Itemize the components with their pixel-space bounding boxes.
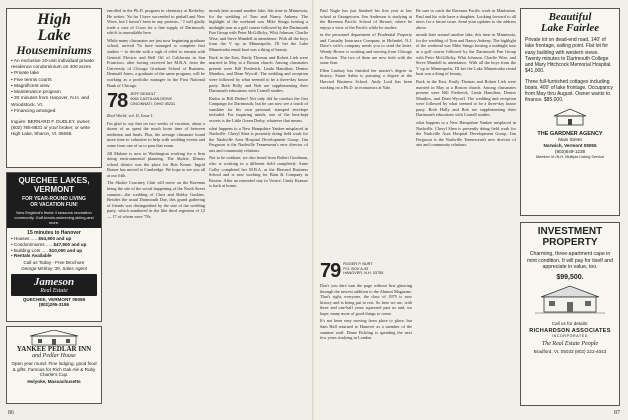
inn-icon <box>24 330 84 346</box>
investment-title-1: INVESTMENT <box>537 226 603 237</box>
house-illustration <box>525 108 615 131</box>
class-note: in the personnel department of Prudential Property and Casualty Insurance Company in Holmdel, N.J. Dave's wife's company needs you to send the letter. Wendy Bower is working and moving from Chicago to Boston. The two of them are now both with the same firm. <box>320 32 412 66</box>
inn-illustration <box>11 330 97 346</box>
lots-price: $10,000 and up <box>49 247 83 253</box>
fairlee-title-2: Lake Fairlee <box>540 22 600 34</box>
agency-street: Main Street <box>558 137 582 143</box>
right-col-2 <box>416 8 516 406</box>
year-1978-number: 78 <box>107 90 128 113</box>
fairlee-body: Private lot on dead-end road, 140' of lake frontage, sailing point. Flat lot for easy building with western views. Twenty minutes to Dartmouth College and Mary Hitchcock Memorial Hospital. $41,000. <box>525 37 612 75</box>
high-lake-title-2: Lake <box>37 27 71 44</box>
right-col-1 <box>320 8 412 258</box>
class-note: Real World, vol. II, Issue I. <box>107 113 154 119</box>
year-1979-secretary <box>343 262 383 276</box>
class-note: I'm glad to say that on two weeks of vacation, about a dozen of us spent the much loose time of between midterms and finals. Plus, the average classmate found more time to volunteer to help with wedding events and some from one of us to pass that exam. <box>107 120 205 148</box>
class-note: The Skokie Courtney Club will move on the Ravenna being the site of the social happening of the North Street summer—the wedding of Chris and Bobby Gaskins. Besides the usual Dartmouth Day, this grand gathering of friends was distinguished by the size of the wedding party, which numbered in the like third regiment of 12 — 17 of whom were '78s. <box>107 180 205 219</box>
class-note: Be sure to catch the Ravenna Pacific work in Manhattan. Paul and his wife have a daughter. Looking forward to all news for a future issue. Send your updates to the address above. <box>416 8 516 30</box>
secretary-name: ROGER P. BURT <box>343 262 373 266</box>
yankee-body: Open year round. Fine lodging, good food & gifts. Famous for Rich Oak Ale & Ruby Charlie's Cup. <box>11 361 97 378</box>
class-note: what happens to a New Hampshire Yankee misplaced in Nashville. Cheryl Shea is presently doing field work for the Nashville Area Hospital Development Group. Jim Ferguson is the Nashville Tennessean's new director of arts and community relations. <box>416 119 516 148</box>
company-address: Bradford, Vt. 05033 (802) 222-4043 <box>533 348 607 354</box>
high-lake-inquire: Inquire: BERNARD F. DUDLEY, owner; (802) 785-8831 or your broker; or write High Lake, Sharon, Vt. 05065. <box>11 119 91 136</box>
page-number-right: 87 <box>614 410 620 416</box>
class-note: Back in the East, Emily Thomas and Robert Lieb were married in May at a Boston church. Among classmates present were Bill Frederick, Linda Hamilton, Denise Manthos, and Dean Wycoff. The wedding and reception were followed by what seemed to be a three-day house party. Both Holly and Bob are supplementing their Dartmouth educations with Cornell studies. <box>416 78 516 118</box>
left-col-middle <box>107 8 205 406</box>
bullet: ▪ Private lake <box>11 71 40 77</box>
company-sub: INCORPORATED <box>552 334 588 339</box>
quechee-call: Call us Today - Free Brochure <box>23 260 85 266</box>
left-col-right <box>209 8 308 406</box>
jameson-sub: Real Estate <box>40 287 68 294</box>
yankee-pedlar-ad <box>6 326 102 404</box>
bullet: ▪ 30 minutes from Hanover, N.H. and Woodstock, Vt. <box>11 96 90 108</box>
yankee-title: YANKEE PEDLAR INN <box>16 345 92 353</box>
quechee-sub-2: OR VACATION FUN! <box>30 202 78 208</box>
quechee-pricing <box>7 228 101 274</box>
bullet: ▪ Maintenance program <box>11 90 61 96</box>
class-note: Jill Malone is now in Washington working for a firm doing environmental planning. The Skokie, Illinois school district was the place for Bob Keane. Ingrid Brauer has moved to Cambridge. We hope to see you all at our fifth. <box>107 150 205 178</box>
high-lake-title-3: Houseminiums <box>16 43 92 57</box>
class-note: month later around another lake, this time in Minnesota, for the wedding of Tom and Nancy Ankeny. The highlight of the weekend was Mike Stingo hosting a midnight tour at a golf course followed by the Dartmouth Fun Group with Peter McGillicky, Whit Johnson, Charlie Wise, and Steve Mundell in attendance. With all the boys from the V up in Minneapolis, I'll bet the Lake Minnetonka rental boat was a thing of beauty. <box>416 32 516 77</box>
jameson-address: QUECHEE, VERMONT 05059 <box>22 296 86 302</box>
quechee-sub-1: FOR YEAR-ROUND LIVING <box>22 196 86 202</box>
class-note: month later around another lake, this time in Minnesota, for the wedding of Tom and Nancy Ankeny. The highlight of the weekend was Mike Stingo hosting a midnight tour at a golf course followed by the Dartmouth Fun Group with Peter McGillicky, Whit Johnson, Charlie Wise, and Steve Mundell in attendance. With all the boys from the V up in Minneapolis, I'll bet the Lake Minnetonka rental boat was a thing of beauty. <box>209 8 308 53</box>
quechee-title-1: QUECHEE LAKES, <box>18 176 90 185</box>
fairlee-body-2: Three full-furnished cottages including boats, 400' of lake frontage. Occupancy from May thru August. Owner wants to finance. $85,000. <box>525 78 613 104</box>
quechee-ad <box>6 172 102 322</box>
condo-label: • Condominiums ..... <box>11 241 54 247</box>
year-1978-secretary <box>130 92 175 106</box>
high-lake-ad <box>6 8 102 168</box>
high-lake-bullets <box>11 59 97 115</box>
investment-price: $99,500. <box>556 273 584 281</box>
class-note: what happens to a New Hampshire Yankee misplaced in Nashville. Cheryl Shea is presently doing field work for the Nashville Area Hospital Development Group. Jim Ferguson is the Nashville Tennessean's new director of arts and community relations. <box>209 125 308 153</box>
class-note: It's not been easy moving from place to place, but Sam Hall returned to Hanover as a member of the summer staff. Diane Fickling is spending the next few years studying in London. <box>320 318 412 341</box>
investment-property-ad <box>520 222 620 406</box>
lots-label: • Building Lots ..... <box>11 247 50 253</box>
bullet: ▪ Magnificent view <box>11 83 50 89</box>
secretary-street: P.O. BOX A-93 <box>343 266 369 271</box>
cape-house-icon <box>535 284 605 314</box>
quechee-minutes: 15 minutes to Hanover <box>27 230 81 236</box>
year-1979-number: 79 <box>320 262 341 282</box>
class-note: Kudos to Bill Dreher! Not only did he conduct the first Campaign for Dartmouth, but he can now see a touch of sunshine for his own personal, stamped envelope included. For inquiring minds, one of the best-kept secrets is the Little Green Derby, whatever that means. <box>209 95 308 123</box>
agency-city: Norwich, Vermont 05055 <box>543 143 597 149</box>
class-note: While many classmates are just now beginning graduate school, arrived 'To have managed to complete first studies -- to decide with a sigh of relief to remain with General Electric and Bell Oil of California in San Francisco, after having received her M.B.A. from the University of Chicago Graduate School of Business. Denmall Jones, a graduate of the same program, will be working as a portfolio manager in the First National Bank of Chicago. <box>107 37 205 88</box>
investment-call: Call us for details: <box>551 320 589 326</box>
company-logo-text: The Real Estate People <box>541 340 599 347</box>
bullet: ▪ Financing arranged <box>11 108 56 114</box>
year-1979-header <box>320 262 412 280</box>
bullet: ▪ Five tennis courts <box>11 77 52 83</box>
yankee-address: Holyoke, Massachusetts <box>27 379 81 385</box>
right-col-1-lower <box>320 262 412 406</box>
cape-house-illustration <box>525 284 615 319</box>
houses-price: $54,900 and up <box>38 236 72 242</box>
secretary-city: CINCINNATI, OHIO 45231 <box>130 101 176 106</box>
class-note: Back in the East, Emily Thomas and Robert Lieb were married in May at a Boston church. Among classmates present were Bill Frederick, Linda Hamilton, Denise Manthos, and Dean Wycoff. The wedding and reception were followed by what seemed to be a three-day house party. Both Holly and Bob are supplementing their Dartmouth educations with Cornell studies. <box>209 54 308 94</box>
high-lake-title-1: High <box>37 11 71 28</box>
investment-body: Charming, three-apartment cape in mint condition. It will pay for itself and appreciate in value, too. <box>527 251 613 270</box>
class-note: Not to be outdone, we also heard from Robert Goodman, who is working in a different field completely. Anne Colby completed her M.B.A. at the Harvard Business School and is now working for Bain & Company in Boston. After an extended stay in Venice, Cindy Kramer is back at home. <box>209 155 308 189</box>
quechee-band <box>7 173 101 228</box>
quechee-rentals: • Rentals Available <box>11 253 52 259</box>
lake-fairlee-ad <box>520 8 620 216</box>
secretary-name: JEFF DEMOLT <box>130 92 156 97</box>
class-note: enrolled in the Ph.D. program in chemistry at Berkeley. He writes: 'So far I have succeeded to pinball and New Wave, but I haven't been in any protests...' I will gladly trade a case of Coors for a fine supply of Dartmouth, which is unavailable here. <box>107 8 205 36</box>
yankee-sub: and Pedlar House <box>32 353 76 359</box>
secretary-street: 9060 CASTILIAN DRIVE <box>130 96 173 101</box>
jameson-name: Jameson <box>33 275 75 288</box>
quechee-title-2: VERMONT <box>34 185 74 194</box>
page-number-left: 86 <box>8 410 14 416</box>
right-page <box>314 0 628 420</box>
houses-label: • Houses ..... <box>11 236 39 242</box>
investment-title-2: PROPERTY <box>542 237 598 248</box>
condo-price: $47,900 and up <box>53 241 87 247</box>
class-note: Ellen Lindsay has finished her master's degree in history. Stuart Sabin is pursuing a degree at the Harvard Business School. Andy Lord has been working on a Ph.D. in economics at Yale. <box>320 67 412 90</box>
jameson-logo <box>11 274 97 296</box>
house-icon <box>550 108 590 126</box>
agency-note: Member Vt./N.H. Multiple Listing Service <box>535 154 605 159</box>
class-note: Paul Nagle has just finished his first year at law school at Georgetown. Jim Anderson is studying at the Ravenna Pacific School of Hawaii, where he enjoys a view of the Pacific while he studies. <box>320 8 412 30</box>
class-note: Don't you dare turn the page without first glancing through the newest addition to the Alumni Magazine. That's right, everyone, the class of 1979 is now history and is being put to rest. So here we are, with three and one-half years squeezed past us and, we hope, many more of good things to come. <box>320 283 412 316</box>
fairlee-title-1: Beautiful <box>548 11 592 23</box>
quechee-body: New England's finest 4 seasons recreation community. Golf-tennis-swimming-skiing-and more. <box>14 210 94 225</box>
quechee-contact: George McIlroy '39, Sales Agent <box>21 265 87 271</box>
jameson-phone: (802)295-3186 <box>38 302 70 308</box>
company-name: RICHARDSON ASSOCIATES <box>529 328 611 335</box>
bullet: ▪ An exclusive 20-unit individual private residence condominium on 400 acres <box>11 59 94 71</box>
secretary-city: HANOVER, N.H. 03755 <box>343 271 384 276</box>
agency-phone: (802)649-1238 <box>554 148 586 154</box>
year-1978-header <box>107 90 205 113</box>
agency-name: THE GARDNER AGENCY <box>537 130 603 137</box>
